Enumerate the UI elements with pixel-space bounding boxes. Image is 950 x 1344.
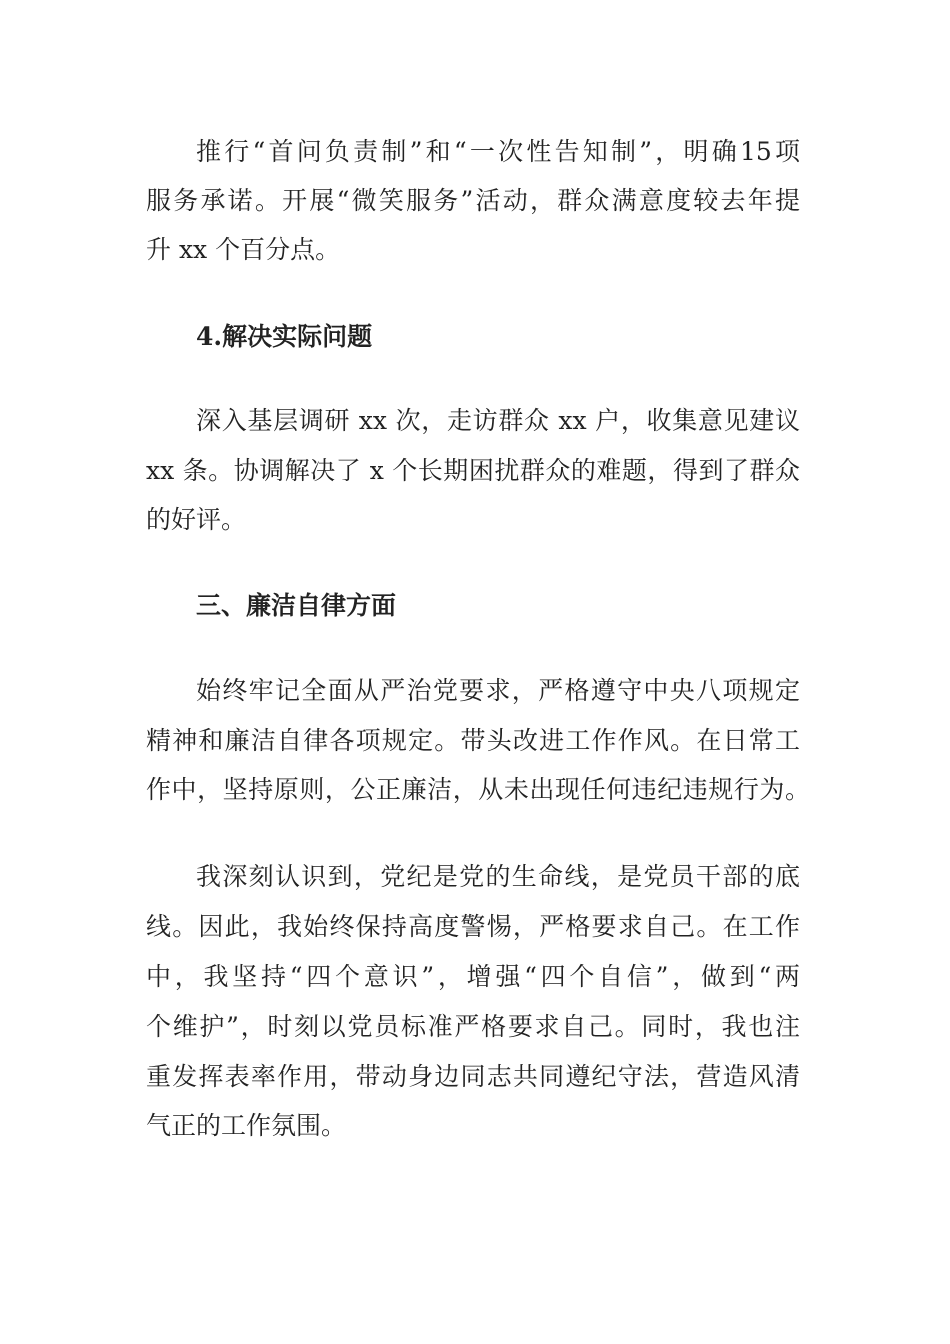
paragraph-line: 中，我坚持“四个意识”，增强“四个自信”，做到“两 bbox=[146, 962, 800, 991]
section-heading: 4.解决实际问题 bbox=[196, 322, 373, 351]
paragraph-line: xx 条。协调解决了 x 个长期困扰群众的难题，得到了群众 bbox=[146, 456, 800, 485]
paragraph-line: 始终牢记全面从严治党要求，严格遵守中央八项规定 bbox=[196, 676, 800, 705]
paragraph-line: 服务承诺。开展“微笑服务”活动，群众满意度较去年提 bbox=[146, 186, 800, 215]
section-heading: 三、廉洁自律方面 bbox=[196, 591, 397, 620]
paragraph-line: 我深刻认识到，党纪是党的生命线，是党员干部的底 bbox=[196, 862, 800, 891]
paragraph-line: 线。因此，我始终保持高度警惕，严格要求自己。在工作 bbox=[146, 912, 800, 941]
paragraph-line: 作中，坚持原则，公正廉洁，从未出现任何违纪违规行为。 bbox=[146, 775, 810, 804]
paragraph-line: 深入基层调研 xx 次，走访群众 xx 户，收集意见建议 bbox=[196, 406, 800, 435]
paragraph-line: 气正的工作氛围。 bbox=[146, 1111, 347, 1140]
paragraph-line: 精神和廉洁自律各项规定。带头改进工作作风。在日常工 bbox=[146, 726, 800, 755]
paragraph-line: 推行“首问负责制”和“一次性告知制”，明确15项 bbox=[196, 137, 800, 166]
paragraph-line: 重发挥表率作用，带动身边同志共同遵纪守法，营造风清 bbox=[146, 1062, 800, 1091]
paragraph-line: 升 xx 个百分点。 bbox=[146, 235, 341, 264]
paragraph-line: 个维护”，时刻以党员标准严格要求自己。同时，我也注 bbox=[146, 1012, 800, 1041]
paragraph-line: 的好评。 bbox=[146, 505, 247, 534]
